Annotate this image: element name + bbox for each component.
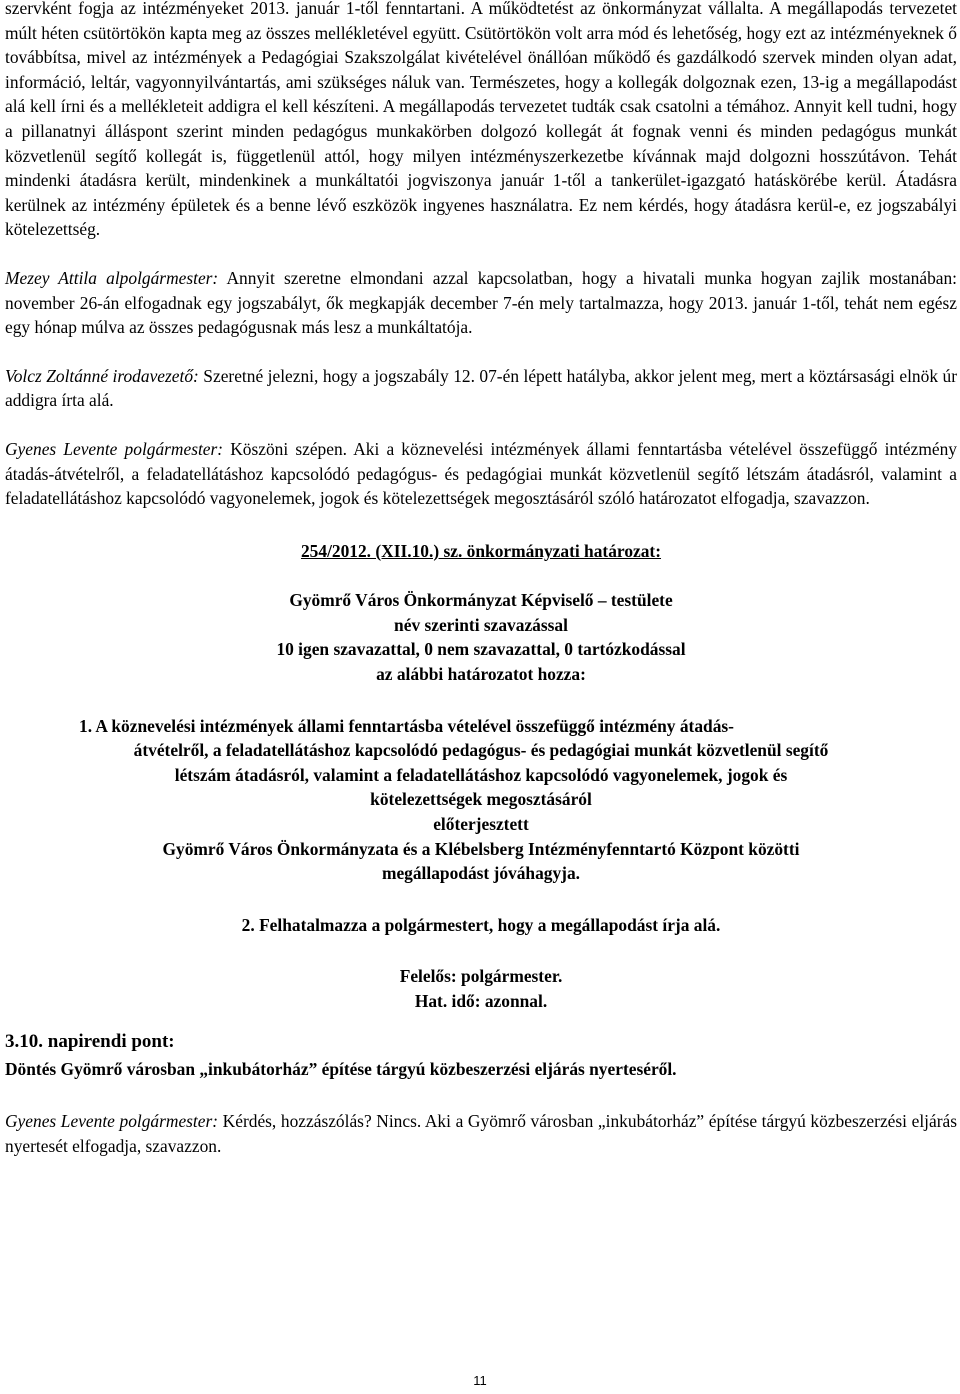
- decision-body: [5, 588, 957, 686]
- item-line: 1. A köznevelési intézmények állami fenntartásba vételével összefüggő intézmény átadás-: [79, 715, 734, 736]
- paragraph-intro: [5, 0, 957, 242]
- paragraph-gyenes-2: [5, 1109, 957, 1158]
- item-line: Gyömrő Város Önkormányzata és a Klébelsberg Intézményfenntartó Központ közötti: [162, 838, 800, 859]
- paragraph-text: Kérdés, hozzászólás? Nincs. Aki a Gyömrő városban „inkubátorház” építése tárgyú közbeszerzési eljárás nyertesét elfogadja, szavazzon.: [5, 1111, 957, 1156]
- item-line: előterjesztett: [433, 814, 529, 835]
- speaker-name: Gyenes Levente polgármester:: [5, 1111, 219, 1132]
- decision-body-line: az alábbi határozatot hozza:: [376, 664, 586, 685]
- paragraph-mezey: [5, 266, 957, 340]
- paragraph-text: szervként fogja az intézményeket 2013. január 1-től fenntartani. A működtetést az önkormányzat vállalta. A megállapodás tervezetet múlt héten csütörtökön kapta meg az összes mellékletével együtt. Csütörtökön volt arra mód és lehetőség, hogy ezt az intézményeknek ő továbbítsa, mivel az intézmények a Pedagógiai Szakszolgálat kivételével önállóan működő és gazdálkodó szervek minden olyan adat, információ, leltár, vagyonnyilvántartás, ami szükséges náluk van. Természetes, hogy a kollegák dolgoznak ezen, 13-ig a megállapodást alá kell írni és a mellékleteit addigra el kell készíteni. A megállapodás tervezetet tudták csak csatolni a témához. Annyit kell tudni, hogy a pillanatnyi álláspont szerint minden pedagógus munkakörben dolgozó kollegát át fognak venni és minden pedagógus munkát közvetlenül segítő kollegát is, függetlenül attól, hogy milyen intézményszerkezetbe kívánnak majd dolgozni hosszútávon. Tehát mindenki átadásra került, mindenkinek a munkáltatói jogviszonya január 1-től a tankerület-igazgató hatáskörébe kerül. Átadásra kerülnek az intézmény épületek és a benne lévő eszközök ingyenes használatra. Ez nem kérdés, hogy átadásra kerül-e, ez jogszabályi kötelezettség.: [5, 0, 957, 240]
- decision-title-row: [5, 539, 957, 564]
- decision-item-1: [5, 714, 957, 886]
- paragraph-text: Köszöni szépen. Aki a köznevelési intézmények állami fenntartásba vételével összefüggő intézmény átadás-átvételről, a feladatellátáshoz kapcsolódó pedagógus- és pedagógiai munkát közvetlenül segítő létszám átadásról, valamint a feladatellátáshoz kapcsolódó vagyonelemek, jogok és kötelezettségek megosztásáról szóló határozatot elfogadja, szavazzon.: [5, 438, 957, 509]
- decision-body-line: Gyömrő Város Önkormányzat Képviselő – testülete: [289, 590, 673, 611]
- speaker-name: Mezey Attila alpolgármester:: [5, 267, 219, 288]
- agenda-heading: 3.10. napirendi pont:: [5, 1030, 175, 1052]
- agenda-title: Döntés Gyömrő városban „inkubátorház” építése tárgyú közbeszerzési eljárás nyerteséről.: [5, 1058, 677, 1079]
- paragraph-gyenes: [5, 437, 957, 511]
- document-page: [5, 0, 957, 1158]
- paragraph-text: Szeretné jelezni, hogy a jogszabály 12. 07-én lépett hatályba, akkor jelent meg, mert a köztársasági elnök úr addigra írta alá.: [5, 365, 957, 411]
- speaker-name: Gyenes Levente polgármester:: [5, 438, 224, 459]
- speaker-name: Volcz Zoltánné irodavezető:: [5, 365, 199, 386]
- decision-body-line: 10 igen szavazattal, 0 nem szavazattal, 0 tartózkodással: [276, 639, 686, 660]
- decision-title: 254/2012. (XII.10.) sz. önkormányzati határozat:: [300, 540, 662, 561]
- paragraph-volcz: [5, 364, 957, 413]
- decision-body-line: név szerinti szavazással: [394, 614, 568, 635]
- page-number: 11: [473, 1373, 487, 1388]
- decision-deadline: Hat. idő: azonnal.: [414, 991, 548, 1011]
- item-line: megállapodást jóváhagyja.: [381, 863, 581, 884]
- paragraph-text: Annyit szeretne elmondani azzal kapcsolatban, hogy a hivatali munka hogyan zajlik mostanában: november 26-án elfogadnak egy jogszabályt, ők megkapják december 7-én mely tartalmazza, hogy 2013. január 1-től, tehát nem egész egy hónap múlva az összes pedagógusnak más lesz a munkáltatója.: [5, 267, 958, 338]
- item-line: kötelezettségek megosztásáról: [370, 789, 592, 810]
- item-line: átvételről, a feladatellátáshoz kapcsolódó pedagógus- és pedagógiai munkát közvetlenül segítő: [133, 740, 829, 761]
- decision-item-2: 2. Felhatalmazza a polgármestert, hogy a megállapodást írja alá.: [241, 914, 721, 935]
- decision-responsible: Felelős: polgármester.: [399, 966, 563, 987]
- item-line: létszám átadásról, valamint a feladatellátáshoz kapcsolódó vagyonelemek, jogok és: [174, 764, 788, 785]
